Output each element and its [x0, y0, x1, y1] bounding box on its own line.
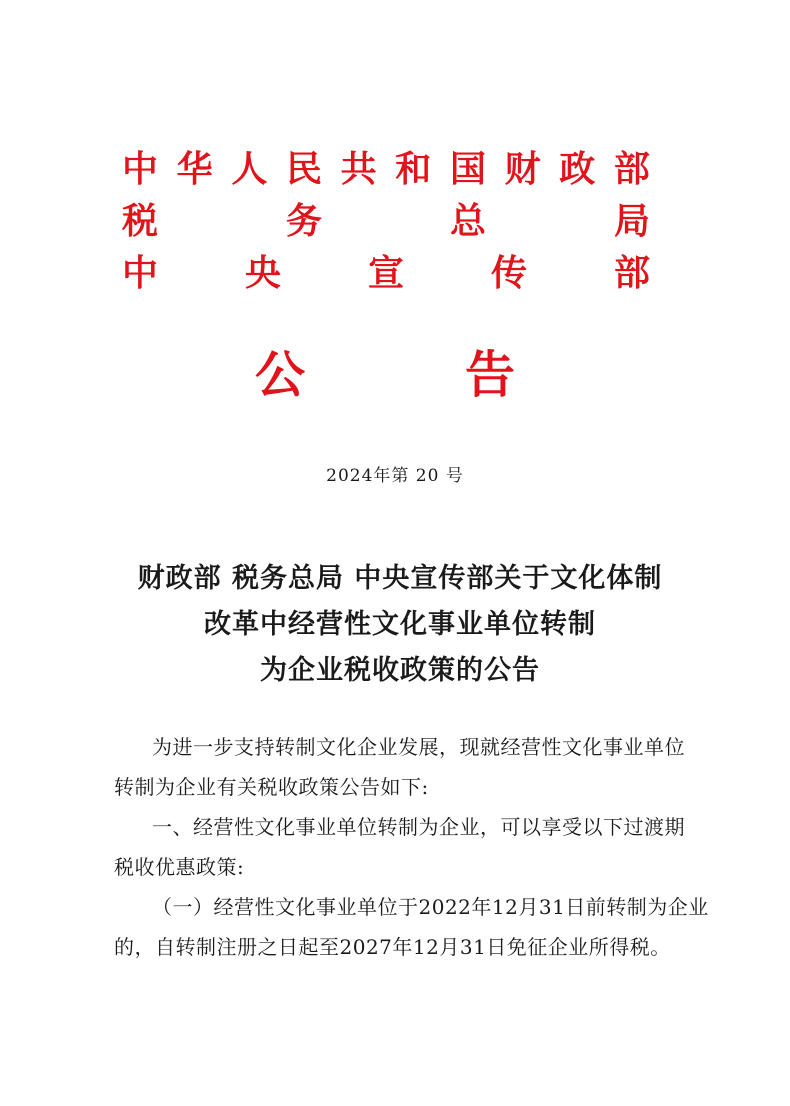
notice-char: 公	[255, 345, 305, 404]
agency-line-publicity-department	[122, 252, 650, 296]
agency-char: 部	[613, 149, 650, 190]
body-paragraph-3-line-1: （一）经营性文化事业单位于2022年12月31日前转制为企业	[152, 895, 709, 919]
notice-title	[255, 345, 515, 405]
body-paragraph-3-line-2: 的，自转制注册之日起至2027年12月31日免征企业所得税。	[114, 935, 671, 959]
agency-char: 人	[231, 149, 268, 190]
document-number: 2024年第 20 号	[326, 466, 464, 486]
agency-char: 部	[613, 253, 650, 294]
body-paragraph-2-line-1: 一、经营性文化事业单位转制为企业，可以享受以下过渡期	[152, 815, 685, 839]
document-title-line-1: 财政部 税务总局 中央宣传部关于文化体制	[137, 563, 663, 594]
agency-char: 总	[449, 201, 486, 242]
body-paragraph-1-line-2: 转制为企业有关税收政策公告如下:	[114, 775, 429, 799]
agency-line-ministry-of-finance	[122, 148, 650, 192]
document-title-line-2: 改革中经营性文化事业单位转制	[204, 609, 596, 640]
agency-char: 国	[449, 149, 486, 190]
agency-char: 中	[122, 253, 159, 294]
notice-char: 告	[465, 345, 515, 404]
agency-char: 共	[340, 149, 377, 190]
body-paragraph-2-line-2: 税收优惠政策:	[114, 855, 245, 879]
agency-char: 宣	[367, 253, 404, 294]
document-title-line-3: 为企业税收政策的公告	[260, 655, 540, 686]
agency-line-tax-administration	[122, 200, 650, 244]
body-paragraph-1-line-1: 为进一步支持转制文化企业发展，现就经营性文化事业单位	[152, 735, 685, 759]
agency-char: 局	[613, 201, 650, 242]
agency-char: 政	[559, 149, 596, 190]
agency-char: 华	[176, 149, 213, 190]
agency-char: 务	[285, 201, 322, 242]
agency-char: 中	[122, 149, 159, 190]
agency-char: 民	[285, 149, 322, 190]
agency-char: 税	[122, 201, 159, 242]
agency-char: 和	[395, 149, 432, 190]
agency-char: 财	[504, 149, 541, 190]
agency-char: 央	[244, 253, 281, 294]
agency-char: 传	[490, 253, 527, 294]
